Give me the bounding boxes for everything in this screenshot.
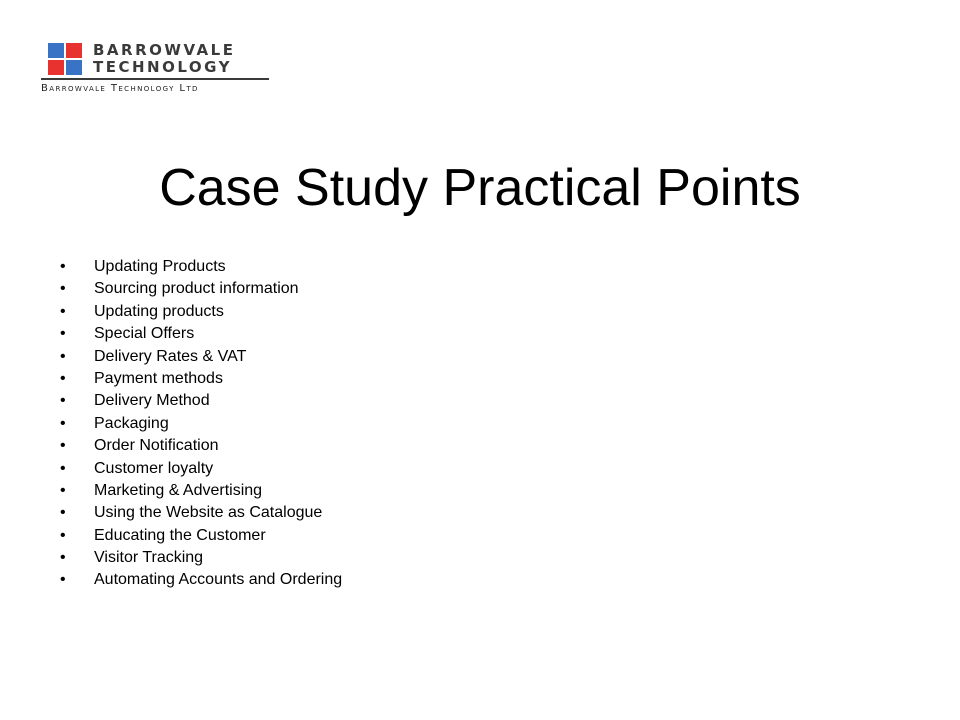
bullet-icon: • — [60, 325, 66, 343]
bullet-icon: • — [60, 302, 66, 320]
logo-square-red-top-right — [66, 43, 82, 58]
bullet-icon: • — [60, 414, 66, 432]
bullet-icon: • — [60, 369, 66, 387]
list-item-text: Delivery Rates & VAT — [94, 347, 247, 365]
logo-divider — [41, 78, 269, 80]
list-item-text: Sourcing product information — [94, 280, 299, 298]
logo-square-red-bottom-left — [48, 60, 64, 75]
logo-square-blue-bottom-right — [66, 60, 82, 75]
bullet-icon: • — [60, 549, 66, 567]
bullet-icon: • — [60, 258, 66, 275]
list-item-text: Marketing & Advertising — [94, 481, 263, 499]
bullet-icon: • — [60, 392, 66, 410]
company-logo — [38, 40, 278, 98]
list-item-text: Customer loyalty — [94, 459, 214, 477]
logo-wordmark-line2: TECHNOLOGY — [93, 58, 232, 76]
slide-title: Case Study Practical Points — [159, 159, 801, 217]
list-item-text: Updating products — [94, 302, 224, 320]
list-item-text: Educating the Customer — [94, 526, 266, 544]
list-item-text: Order Notification — [94, 437, 219, 455]
bullet-icon: • — [60, 437, 66, 455]
logo-company-name: Barrowvale Technology Ltd — [41, 83, 199, 94]
list-item-text: Automating Accounts and Ordering — [94, 571, 343, 589]
logo-square-blue-top-left — [48, 43, 64, 58]
bullet-icon: • — [60, 280, 66, 298]
list-item-text: Updating Products — [94, 258, 226, 275]
list-item-text: Packaging — [94, 414, 169, 432]
logo-wordmark-line1: BARROWVALE — [93, 41, 236, 59]
bullet-icon: • — [60, 571, 66, 589]
list-item-text: Using the Website as Catalogue — [94, 504, 323, 522]
list-item-text: Special Offers — [94, 325, 195, 343]
bullet-icon: • — [60, 459, 66, 477]
bullet-icon: • — [60, 347, 66, 365]
logo-mark-icon — [48, 43, 83, 76]
list-item-text: Visitor Tracking — [94, 549, 204, 567]
bullet-icon: • — [60, 504, 66, 522]
bullet-icon: • — [60, 481, 66, 499]
bullet-icon: • — [60, 526, 66, 544]
list-item-text: Payment methods — [94, 369, 223, 387]
list-item-text: Delivery Method — [94, 392, 210, 410]
